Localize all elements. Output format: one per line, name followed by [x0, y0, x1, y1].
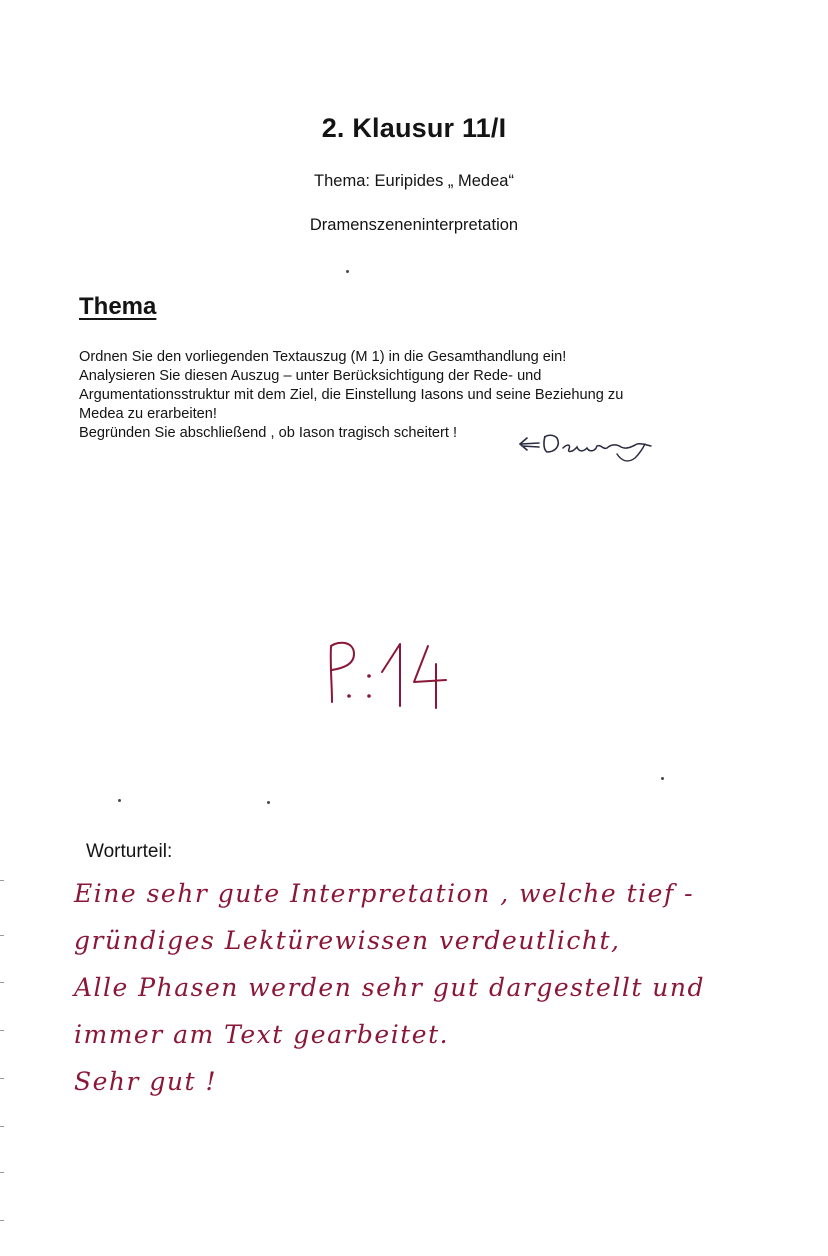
assessment-line: Eine sehr gute Interpretation , welche tief - — [74, 879, 695, 908]
exam-title: 2. Klausur 11/I — [321, 113, 507, 143]
handwritten-deutung-note — [517, 424, 667, 470]
assessment-label: Worturteil: — [86, 841, 173, 862]
assessment-line: Alle Phasen werden sehr gut dargestellt und — [74, 973, 706, 1002]
points-handwritten — [318, 632, 468, 712]
speck — [118, 799, 121, 802]
task-line: Begründen Sie abschließend , ob Iason tragisch scheitert ! — [79, 425, 458, 441]
speck — [267, 801, 270, 804]
speck — [661, 777, 664, 780]
task-line: Analysieren Sie diesen Auszug – unter Berücksichtigung der Rede- und — [79, 368, 542, 384]
assessment-handwritten — [74, 870, 754, 1105]
task-line: Ordnen Sie den vorliegenden Textauszug (M 1) in die Gesamthandlung ein! — [79, 349, 567, 365]
assessment-line: gründiges Lektürewissen verdeutlicht, — [74, 926, 621, 955]
task-heading: Thema — [79, 293, 157, 320]
assessment-line: immer am Text gearbeitet. — [74, 1020, 450, 1049]
assessment-line: Sehr gut ! — [74, 1067, 218, 1096]
exam-topic: Thema: Euripides „ Medea“ — [314, 172, 514, 190]
speck — [346, 270, 349, 273]
task-line: Argumentationsstruktur mit dem Ziel, die Einstellung Iasons und seine Beziehung zu — [79, 387, 624, 403]
task-line: Medea zu erarbeiten! — [79, 406, 217, 422]
exam-genre: Dramenszeneninterpretation — [309, 216, 519, 234]
